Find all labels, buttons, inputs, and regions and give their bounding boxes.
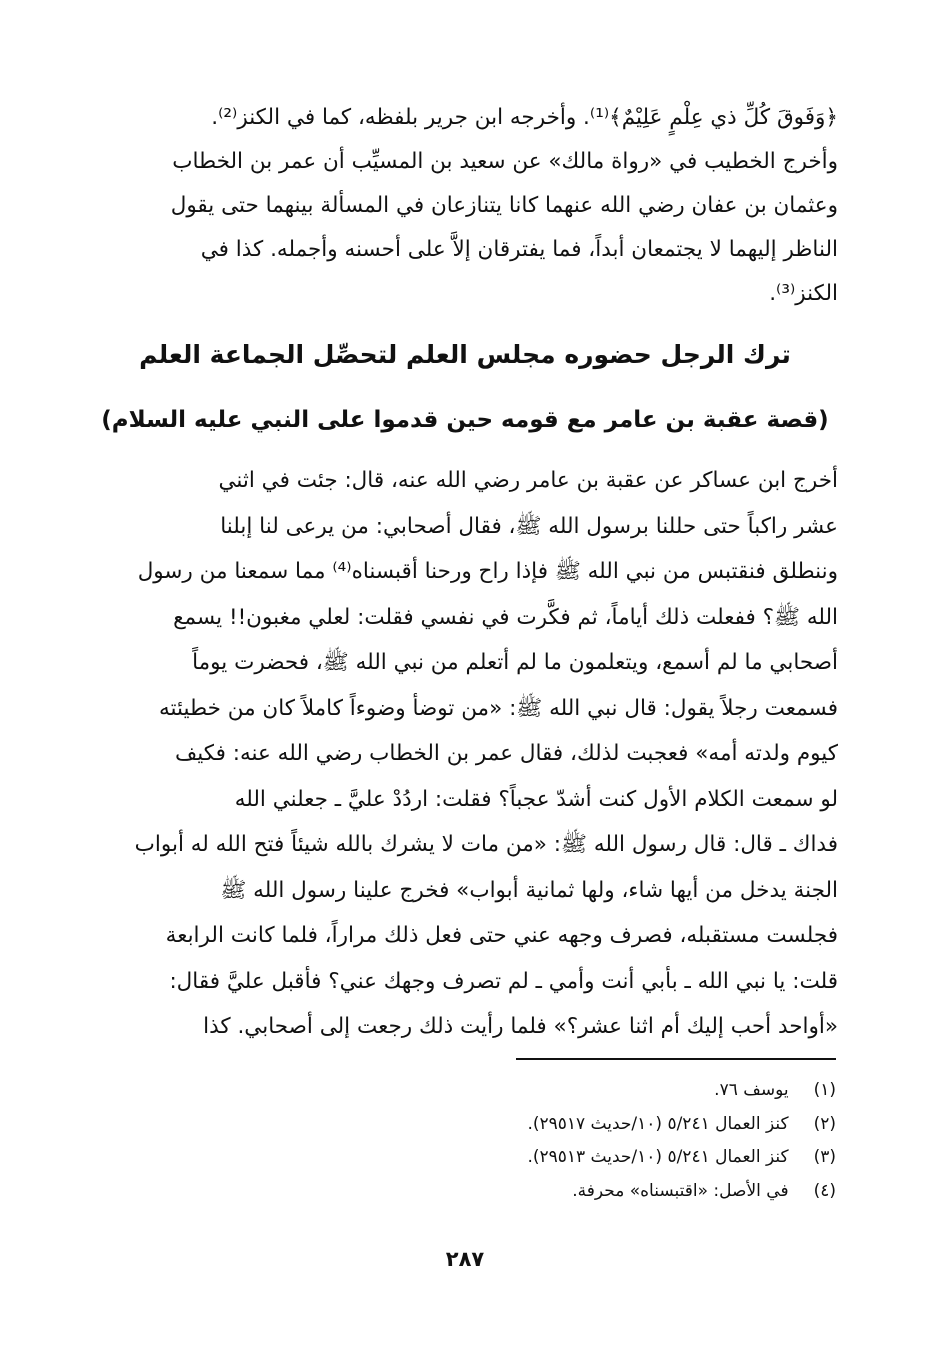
intro-line: الناظر إليهما لا يجتمعان أبداً، فما يفترقان إلاَّ على أحسنه وأجمله. كذا في bbox=[200, 237, 838, 262]
footnote-item bbox=[300, 1175, 836, 1209]
section-subheading: (قصة عقبة بن عامر مع قومه حين قدموا على النبي عليه السلام) bbox=[101, 407, 829, 433]
body-line: فجلست مستقبله، فصرف وجهه عني حتى فعل ذلك مراراً، فلما كانت الرابعة bbox=[165, 923, 838, 948]
section-heading: ترك الرجل حضوره مجلس العلم لتحصِّل الجماعة العلم bbox=[139, 340, 791, 369]
footnote-text: كنز العمال ٥/٢٤١ (١٠/حديث ٢٩٥١٧). bbox=[527, 1113, 789, 1134]
body-line: الله ﷺ؟ ففعلت ذلك أياماً، ثم فكَّرت في نفسي فقلت: لعلي مغبون!! يسمع bbox=[173, 604, 838, 630]
intro-paragraph bbox=[128, 96, 838, 316]
body-paragraph bbox=[128, 458, 838, 1050]
body-line: فسمعت رجلاً يقول: قال نبي الله ﷺ: «من توضأ وضوءاً كاملاً كان من خطيئته bbox=[158, 695, 838, 721]
footnote-item bbox=[300, 1108, 836, 1142]
intro-line: ﴿وَفَوقَ كُلِّ ذي عِلْمٍ عَلِيْمٌ﴾⁽¹⁾. وأخرجه ابن جرير بلفظه، كما في الكنز⁽²⁾. bbox=[211, 105, 838, 130]
footnote-number: (٢) bbox=[813, 1113, 836, 1134]
body-line: «أواحد أحب إليك أم اثنا عشر؟» فلما رأيت ذلك رجعت إلى أصحابي. كذا bbox=[203, 1014, 838, 1039]
footnote-number: (٣) bbox=[813, 1147, 836, 1167]
body-line: كيوم ولدته أمه» فعجبت لذلك، فقال عمر بن الخطاب رضي الله عنه: فكيف bbox=[175, 741, 838, 766]
body-line: الجنة يدخل من أيها شاء، ولها ثمانية أبواب» فخرج علينا رسول الله ﷺ bbox=[220, 877, 838, 903]
footnote-number: (٤) bbox=[813, 1180, 836, 1201]
body-line: قلت: يا نبي الله ـ بأبي أنت وأمي ـ لم تصرف وجهك عني؟ فأقبل عليَّ فقال: bbox=[169, 968, 838, 994]
intro-line: الكنز⁽³⁾. bbox=[769, 281, 838, 306]
intro-line: وأخرج الخطيب في «رواة مالك» عن سعيد بن المسيِّب أن عمر بن الخطاب bbox=[172, 149, 838, 174]
footnote-item bbox=[300, 1074, 836, 1108]
footnote-divider bbox=[516, 1058, 836, 1060]
body-line: عشر راكباً حتى حللنا برسول الله ﷺ، فقال أصحابي: من يرعى لنا إبلنا bbox=[220, 513, 838, 539]
footnotes bbox=[300, 1074, 836, 1208]
body-line: لو سمعت الكلام الأول كنت أشدّ عجباً؟ فقلت: اردُدْ عليَّ ـ جعلني الله bbox=[234, 786, 838, 812]
footnote-text: كنز العمال ٥/٢٤١ (١٠/حديث ٢٩٥١٣). bbox=[527, 1147, 789, 1167]
page-number: ٢٨٧ bbox=[445, 1247, 485, 1271]
body-line: وننطلق فنقتبس من نبي الله ﷺ فإذا راح ورحنا أقبسناه⁽⁴⁾ مما سمعنا من رسول bbox=[137, 559, 838, 584]
footnote-text: في الأصل: «اقتبسناه» محرفة. bbox=[572, 1180, 789, 1201]
body-line: أصحابي ما لم أسمع، ويتعلمون ما لم أتعلم من نبي الله ﷺ، فحضرت يوماً bbox=[192, 650, 838, 675]
footnote-item bbox=[300, 1141, 836, 1175]
footnote-number: (١) bbox=[813, 1080, 836, 1100]
body-line: فداك ـ قال: قال رسول الله ﷺ: «من مات لا يشرك بالله شيئاً فتح الله له أبواب bbox=[134, 832, 838, 857]
footnote-text: يوسف ٧٦. bbox=[714, 1080, 789, 1100]
intro-line: وعثمان بن عفان رضي الله عنهما كانا يتنازعان في المسألة بينهما حتى يقول bbox=[170, 193, 838, 218]
body-line: أخرج ابن عساكر عن عقبة بن عامر رضي الله عنه، قال: جئت في اثني bbox=[218, 468, 838, 493]
